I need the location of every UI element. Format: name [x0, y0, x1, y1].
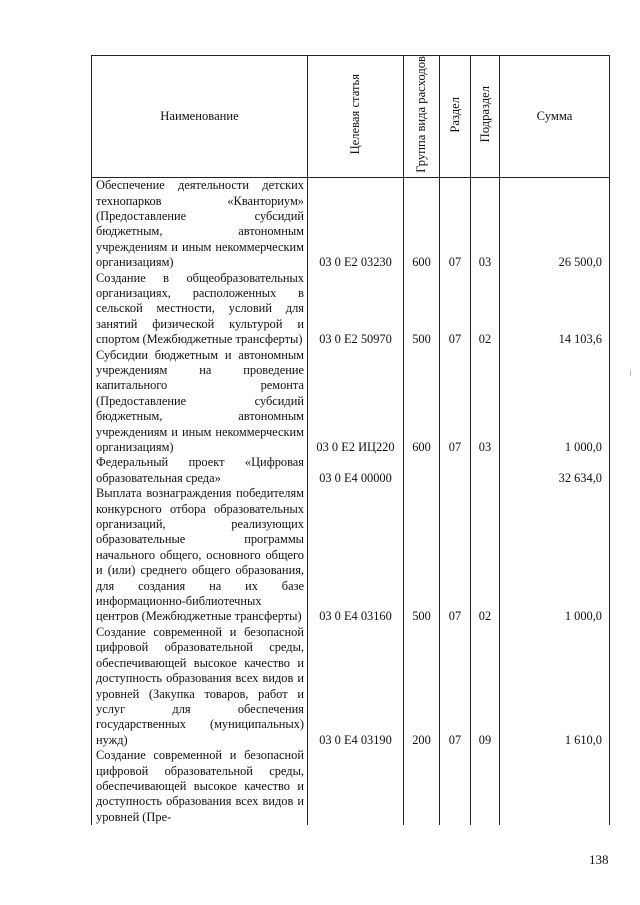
row-target-article: 03 0 E4 03190	[308, 625, 404, 748]
header-section: Раздел	[440, 56, 471, 178]
row-target-article: 03 0 E4 00000	[308, 455, 404, 486]
row-amount: 32 634,0	[500, 455, 610, 486]
row-amount: 26 500,0	[500, 178, 610, 271]
row-name: Создание современной и безопасной цифровой образовательной среды, обеспечивающей высокое качество и доступность образования всех видов и уровней (Закупка товаров, работ и услуг для обеспечения государственных (муниципальных) нужд)	[92, 625, 308, 748]
row-target-article: 03 0 E2 ИЦ220	[308, 348, 404, 456]
row-name: Федеральный проект «Цифровая образовательная среда»	[92, 455, 308, 486]
row-amount	[500, 748, 610, 825]
row-target-article	[308, 748, 404, 825]
row-name: Создание в общеобразовательных организациях, расположенных в сельской местности, условий для занятий физической культурой и спортом (Межбюджетные трансферты)	[92, 271, 308, 348]
row-name: Создание современной и безопасной цифровой образовательной среды, обеспечивающей высокое качество и доступность образования всех видов и уровней (Пре-	[92, 748, 308, 825]
row-amount: 1 000,0	[500, 348, 610, 456]
table-row	[92, 271, 610, 348]
row-expense-group: 600	[404, 348, 440, 456]
row-section: 07	[440, 625, 471, 748]
row-expense-group: 500	[404, 486, 440, 625]
row-subsection	[471, 455, 500, 486]
row-section: 07	[440, 486, 471, 625]
row-section	[440, 748, 471, 825]
table-row	[92, 748, 610, 825]
header-subsection: Подраздел	[471, 56, 500, 178]
row-expense-group: 600	[404, 178, 440, 271]
row-target-article: 03 0 E4 03160	[308, 486, 404, 625]
page-number: 138	[589, 852, 609, 867]
row-section: 07	[440, 178, 471, 271]
row-target-article: 03 0 E2 50970	[308, 271, 404, 348]
row-section: 07	[440, 348, 471, 456]
table-row	[92, 455, 610, 486]
table-row	[92, 348, 610, 456]
row-expense-group	[404, 455, 440, 486]
row-name: Субсидии бюджетным и автономным учреждениям на проведение капитального ремонта (Предоставление субсидий бюджетным, автономным учреждениям и иным некоммерческим организациям)	[92, 348, 308, 456]
row-subsection: 03	[471, 178, 500, 271]
table-row	[92, 178, 610, 271]
budget-table	[91, 55, 610, 825]
row-target-article: 03 0 E2 03230	[308, 178, 404, 271]
row-subsection	[471, 748, 500, 825]
row-expense-group: 200	[404, 625, 440, 748]
header-name: Наименование	[92, 56, 308, 178]
table-header-row	[92, 56, 610, 178]
row-section	[440, 455, 471, 486]
header-amount: Сумма	[500, 56, 610, 178]
row-amount: 1 610,0	[500, 625, 610, 748]
header-target-article: Целевая статья	[308, 56, 404, 178]
scan-edge-mark	[630, 370, 631, 376]
row-name: Обеспечение деятельности детских технопарков «Кванториум» (Предоставление субсидий бюджетным, автономным учреждениям и иным некоммерческим организациям)	[92, 178, 308, 271]
table-row	[92, 486, 610, 625]
row-subsection: 03	[471, 348, 500, 456]
row-subsection: 02	[471, 486, 500, 625]
row-name: Выплата вознаграждения победителям конкурсного отбора образовательных организаций, реализующих образовательные программы начального общего, основного общего и (или) среднего общего образования, для создания на их базе информационно-библиотечных центров (Межбюджетные трансферты)	[92, 486, 308, 625]
row-subsection: 09	[471, 625, 500, 748]
row-amount: 1 000,0	[500, 486, 610, 625]
row-amount: 14 103,6	[500, 271, 610, 348]
row-section: 07	[440, 271, 471, 348]
row-expense-group	[404, 748, 440, 825]
header-expense-group: Группа вида расходов	[404, 56, 440, 178]
table-row	[92, 625, 610, 748]
row-expense-group: 500	[404, 271, 440, 348]
row-subsection: 02	[471, 271, 500, 348]
